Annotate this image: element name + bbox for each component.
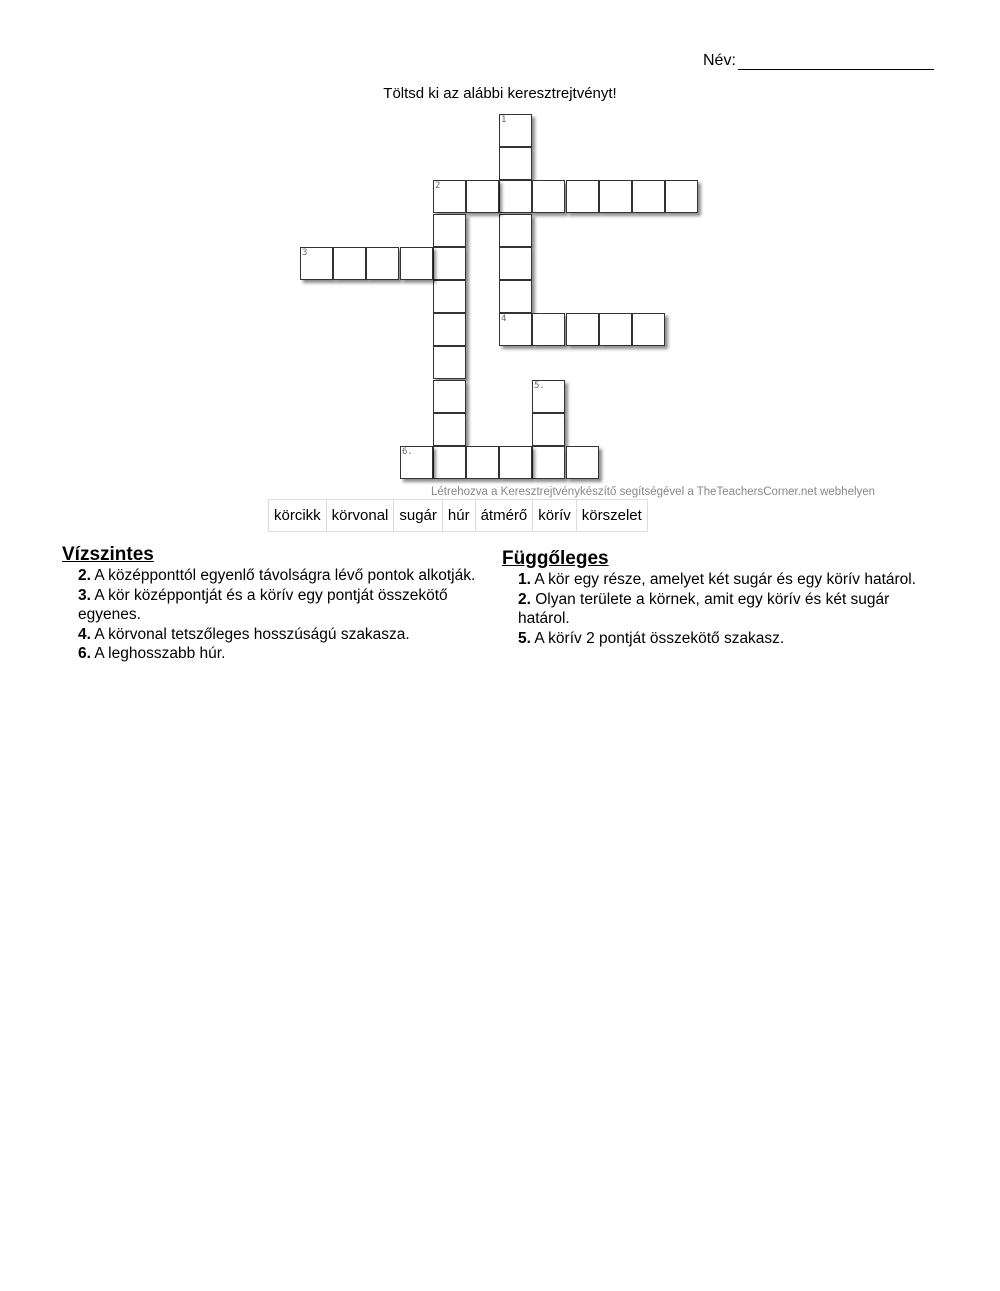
word-bank-item: átmérő (476, 500, 534, 531)
clue-item (518, 590, 942, 629)
clue-number: 6. (78, 645, 91, 662)
clue-item (518, 629, 942, 649)
crossword-cell[interactable] (532, 446, 565, 479)
clue-number-label: 3 (302, 248, 308, 258)
clue-text: A körvonal tetszőleges hosszúságú szakasza. (94, 625, 410, 643)
down-title: Függőleges (502, 548, 609, 569)
crossword-cell[interactable] (433, 180, 466, 213)
crossword-cell[interactable] (566, 446, 599, 479)
clue-number: 4. (78, 625, 91, 643)
crossword-cell[interactable] (499, 247, 532, 280)
credit-text: Létrehozva a Keresztrejtvénykészítő segítségével a TheTeachersCorner.net webhelyen (431, 486, 876, 498)
clue-number: 3. (78, 586, 91, 604)
crossword-cell[interactable] (665, 180, 698, 213)
clue-number-label: 6. (402, 447, 413, 457)
crossword-cell[interactable] (499, 446, 532, 479)
clue-item (78, 644, 502, 664)
clue-number-label: 5. (534, 381, 545, 391)
crossword-cell[interactable] (632, 180, 665, 213)
clue-text: A leghosszabb húr. (94, 645, 226, 662)
crossword-cell[interactable] (433, 446, 466, 479)
word-bank-item: húr (443, 500, 476, 531)
name-label: Név: (703, 52, 736, 69)
clue-item (78, 586, 502, 625)
clue-text: A középponttól egyenlő távolságra lévő pontok alkotják. (94, 567, 476, 584)
clue-text: A körív 2 pontját összekötő szakasz. (534, 629, 785, 647)
clue-item (78, 625, 502, 645)
word-bank (268, 499, 648, 532)
word-bank-item: körszelet (581, 507, 642, 524)
crossword-cell[interactable] (566, 313, 599, 346)
clue-number-label: 1 (501, 115, 507, 125)
word-bank-item: körív (533, 500, 577, 531)
clue-text: A kör középpontját és a körív egy pontját összekötő egyenes. (78, 586, 448, 623)
clue-number-label: 4 (501, 314, 507, 324)
crossword-cell[interactable] (532, 313, 565, 346)
crossword-cell[interactable] (499, 180, 532, 213)
crossword-cell[interactable] (499, 114, 532, 147)
crossword-cell[interactable] (433, 380, 466, 413)
crossword-cell[interactable] (566, 180, 599, 213)
clue-number: 2. (518, 590, 531, 608)
crossword-cell[interactable] (366, 247, 399, 280)
crossword-cell[interactable] (433, 214, 466, 247)
down-clues (502, 548, 942, 648)
clue-number: 1. (518, 571, 531, 588)
crossword-cell[interactable] (433, 413, 466, 446)
crossword-cell[interactable] (532, 413, 565, 446)
instruction: Töltsd ki az alábbi keresztrejtvényt! (383, 85, 617, 102)
crossword-cell[interactable] (400, 247, 433, 280)
crossword-cell[interactable] (599, 313, 632, 346)
clue-number: 2. (78, 567, 91, 584)
word-bank-item: sugár (394, 500, 443, 531)
clue-item (78, 566, 502, 586)
crossword-cell[interactable] (499, 147, 532, 180)
clue-number: 5. (518, 629, 531, 647)
crossword-cell[interactable] (433, 313, 466, 346)
clue-text: Olyan területe a körnek, amit egy körív és két sugár határol. (518, 590, 890, 627)
clue-number-label: 2 (435, 181, 441, 191)
crossword-cell[interactable] (466, 180, 499, 213)
across-clues (62, 544, 502, 664)
crossword-cell[interactable] (300, 247, 333, 280)
crossword-cell[interactable] (466, 446, 499, 479)
crossword-cell[interactable] (333, 247, 366, 280)
across-title: Vízszintes (62, 544, 154, 565)
crossword-cell[interactable] (599, 180, 632, 213)
name-field (703, 52, 934, 70)
crossword-cell[interactable] (433, 247, 466, 280)
crossword-cell[interactable] (632, 313, 665, 346)
crossword-cell[interactable] (499, 280, 532, 313)
crossword-cell[interactable] (433, 280, 466, 313)
crossword-cell[interactable] (433, 346, 466, 379)
crossword-cell[interactable] (499, 214, 532, 247)
name-line[interactable] (738, 53, 934, 70)
crossword-cell[interactable] (532, 180, 565, 213)
clue-item (518, 570, 942, 590)
word-bank-item: körcikk (269, 500, 327, 531)
crossword-cell[interactable] (532, 380, 565, 413)
crossword-cell[interactable] (400, 446, 433, 479)
clue-text: A kör egy része, amelyet két sugár és egy körív határol. (534, 571, 917, 588)
crossword-cell[interactable] (499, 313, 532, 346)
word-bank-item: körvonal (327, 500, 395, 531)
